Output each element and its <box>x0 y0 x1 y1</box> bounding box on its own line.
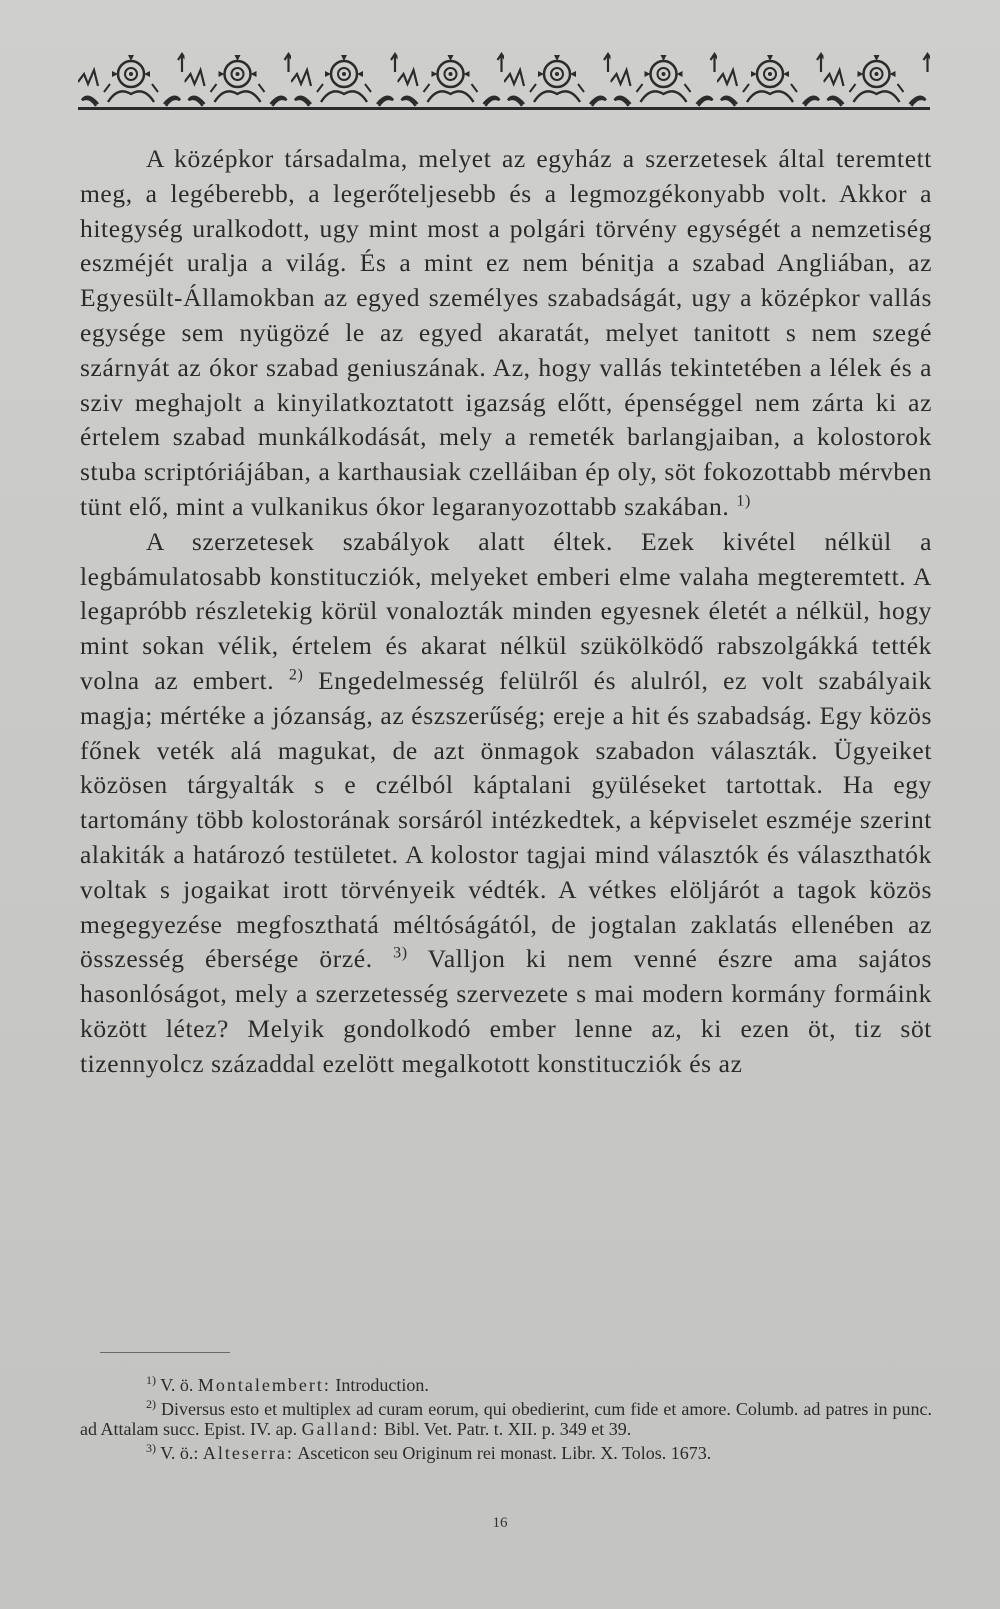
footnote-text: Asceticon seu Originum rei monast. Libr. X. Tolos. 1673. <box>297 1443 712 1463</box>
footnote-author: Galland: <box>301 1419 380 1439</box>
paragraph-text: A szerzetesek szabályok alatt éltek. Ezek kivétel nélkül a legbámulatosabb konstitucziók, melyeket emberi elme valaha megteremtett. A legapróbb részletekig körül vonalozták minden egyesnek életét a nélkül, hogy mint sokan vélik, értelem és akarat nélkül szükölködő rabszolgákká tették volna az embert. <box>80 526 932 695</box>
footnote-text: V. ö. <box>160 1375 194 1395</box>
page-number: 16 <box>492 1515 508 1531</box>
footnotes <box>80 1375 932 1467</box>
footnote-ref: 3) <box>393 944 408 962</box>
footnote-author: Alteserra: <box>202 1443 294 1463</box>
footnote-text: Bibl. Vet. Patr. t. XII. p. 349 et 39. <box>384 1419 632 1439</box>
paragraph <box>80 142 932 525</box>
footnote-number: 1) <box>146 1373 156 1387</box>
paragraph-text: A középkor társadalma, melyet az egyház a szerzetesek által teremtett meg, a legéberebb, a legerőteljesebb és a legmozgékonyabb volt. Akkor a hitegység uralkodott, ugy mint most a polgári törvény egységét a nemzetiség eszméjét uralja a világ. És a mint ez nem bénitja a szabad Angliában, az Egyesült-Államokban az egyed személyes szabadságát, ugy a középkor vallás egysége sem nyügözé le az egyed akaratát, melyet tanitott s nem szegé szárnyát az ókor szabad geniuszának. Az, hogy vallás tekintetében a lélek és a sziv meghajolt a kinyilatkoztatott igazság előtt, épenséggel nem zárta ki az értelem szabad munkálkodását, mely a remeték barlangjaiban, a kolostorok stuba scriptóriájában, a karthausiak czelláiban ép oly, söt fokozottabb mérvben tünt elő, mint a vulkanikus ókor legaranyozottabb szakában. <box>80 144 932 521</box>
paragraph-text: Engedelmesség felülről és alulról, ez volt szabályaik magja; mértéke a józanság, az észszerűség; ereje a hit és szabadság. Egy közös főnek veték alá magukat, de azt önmagok szabadon választák. Ügyeiket közösen tárgyalták s e czélból káptalani gyüléseket tartottak. Ha egy tartomány több kolostorának sorsáról intézkedtek, a képviselet eszméje szerint alakiták a határozó testületet. A kolostor tagjai mind választók és választhatók voltak s jogaikat irott törvényeik védték. A vétkes elöljárót a tagok közös megegyezése megfoszthatá méltóságától, de jogtalan zaklatás ellenében az összesség ébersége örzé. <box>80 665 933 974</box>
footnote-3 <box>80 1443 932 1463</box>
footnote-1 <box>80 1375 932 1395</box>
footnote-text: V. ö.: <box>160 1443 199 1463</box>
footnote-number: 2) <box>146 1397 156 1411</box>
footnote-divider <box>100 1352 230 1353</box>
footnote-2 <box>80 1399 932 1439</box>
footnote-ref: 1) <box>736 492 751 510</box>
paragraph <box>80 525 932 1082</box>
footnote-number: 3) <box>146 1441 156 1455</box>
footnote-text: Diversus esto et multiplex ad curam eorum, qui obedierint, cum fide et amore. Columb. ad patres in punc. ad Attalam succ. Epist. IV. ap. <box>80 1399 932 1439</box>
footnote-ref: 2) <box>288 666 304 684</box>
footnote-author: Montalembert: <box>197 1375 331 1395</box>
footnote-text: Introduction. <box>335 1375 429 1395</box>
paragraph-text: Valljon ki nem venné észre ama sajátos hasonlóságot, mely a szerzetesség szervezete s mai modern kormány formáink között létez? Melyik gondolkodó ember lenne az, ki ezen öt, tiz söt tizennyolcz századdal ezelött megalkotott konstitucziók és az <box>80 944 933 1078</box>
body-text <box>80 142 932 1082</box>
floral-band-ornament <box>78 52 930 114</box>
